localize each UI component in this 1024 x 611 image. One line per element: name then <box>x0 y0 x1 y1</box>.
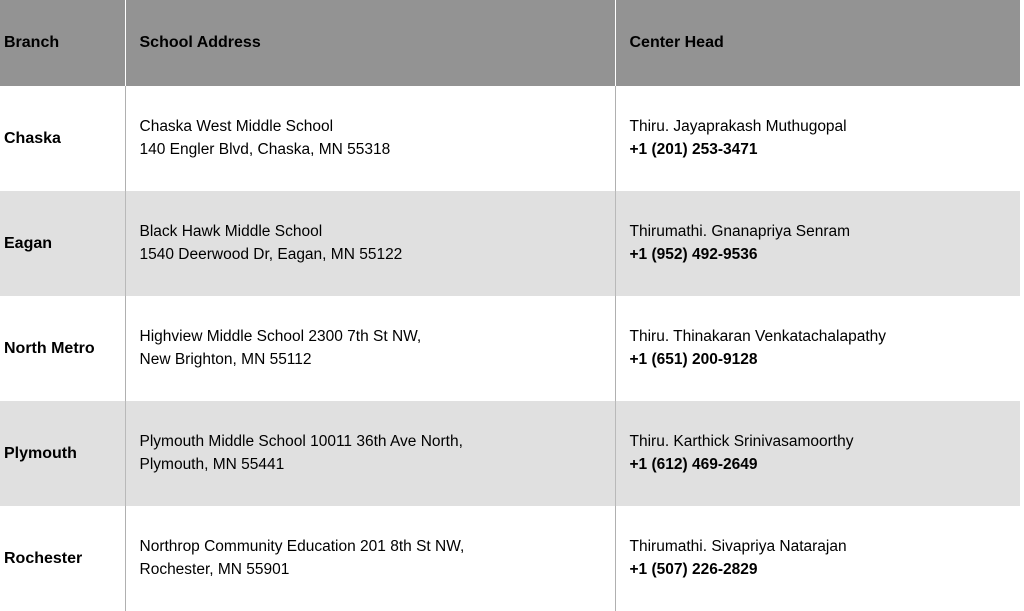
table-row <box>0 506 1020 611</box>
table-header <box>0 0 1020 86</box>
center-head-name: Thirumathi. Gnanapriya Senram <box>629 223 851 241</box>
center-head-phone: +1 (651) 200-9128 <box>629 350 758 368</box>
address-line-2: Plymouth, MN 55441 <box>139 455 285 473</box>
address-line-2: 1540 Deerwood Dr, Eagan, MN 55122 <box>139 245 403 263</box>
cell-branch: North Metro <box>0 296 125 401</box>
center-head-name: Thiru. Karthick Srinivasamoorthy <box>629 433 854 451</box>
table-row <box>0 86 1020 191</box>
cell-center-head <box>615 191 1020 296</box>
cell-school-address <box>125 86 615 191</box>
table-row <box>0 296 1020 401</box>
column-header-school-address <box>125 0 615 86</box>
column-header-branch-label: Branch <box>4 34 60 51</box>
column-header-center-head <box>615 0 1020 86</box>
center-head-name: Thiru. Jayaprakash Muthugopal <box>629 118 847 136</box>
cell-school-address <box>125 296 615 401</box>
address-line-1: Chaska West Middle School <box>139 118 334 136</box>
table-row <box>0 191 1020 296</box>
cell-branch: Eagan <box>0 191 125 296</box>
cell-branch: Chaska <box>0 86 125 191</box>
cell-school-address <box>125 191 615 296</box>
center-head-name: Thiru. Thinakaran Venkatachalapathy <box>629 328 886 346</box>
cell-branch: Rochester <box>0 506 125 611</box>
cell-school-address <box>125 506 615 611</box>
center-head-phone: +1 (201) 253-3471 <box>629 140 758 158</box>
cell-branch: Plymouth <box>0 401 125 506</box>
column-header-center-head-label: Center Head <box>629 34 724 51</box>
column-header-school-address-label: School Address <box>139 34 261 51</box>
address-line-1: Highview Middle School 2300 7th St NW, <box>139 328 422 346</box>
center-head-phone: +1 (612) 469-2649 <box>629 455 758 473</box>
address-line-1: Plymouth Middle School 10011 36th Ave North, <box>139 433 463 451</box>
cell-center-head <box>615 401 1020 506</box>
center-head-phone: +1 (507) 226-2829 <box>629 560 758 578</box>
table-row <box>0 401 1020 506</box>
table-body <box>0 86 1020 611</box>
address-line-1: Black Hawk Middle School <box>139 223 323 241</box>
address-line-2: 140 Engler Blvd, Chaska, MN 55318 <box>139 140 391 158</box>
column-header-branch <box>0 0 125 86</box>
center-head-name: Thirumathi. Sivapriya Natarajan <box>629 538 847 556</box>
cell-center-head <box>615 296 1020 401</box>
center-head-phone: +1 (952) 492-9536 <box>629 245 758 263</box>
cell-center-head <box>615 506 1020 611</box>
table-header-row <box>0 0 1020 86</box>
cell-center-head <box>615 86 1020 191</box>
cell-school-address <box>125 401 615 506</box>
address-line-2: New Brighton, MN 55112 <box>139 350 312 368</box>
address-line-1: Northrop Community Education 201 8th St NW, <box>139 538 465 556</box>
address-line-2: Rochester, MN 55901 <box>139 560 290 578</box>
